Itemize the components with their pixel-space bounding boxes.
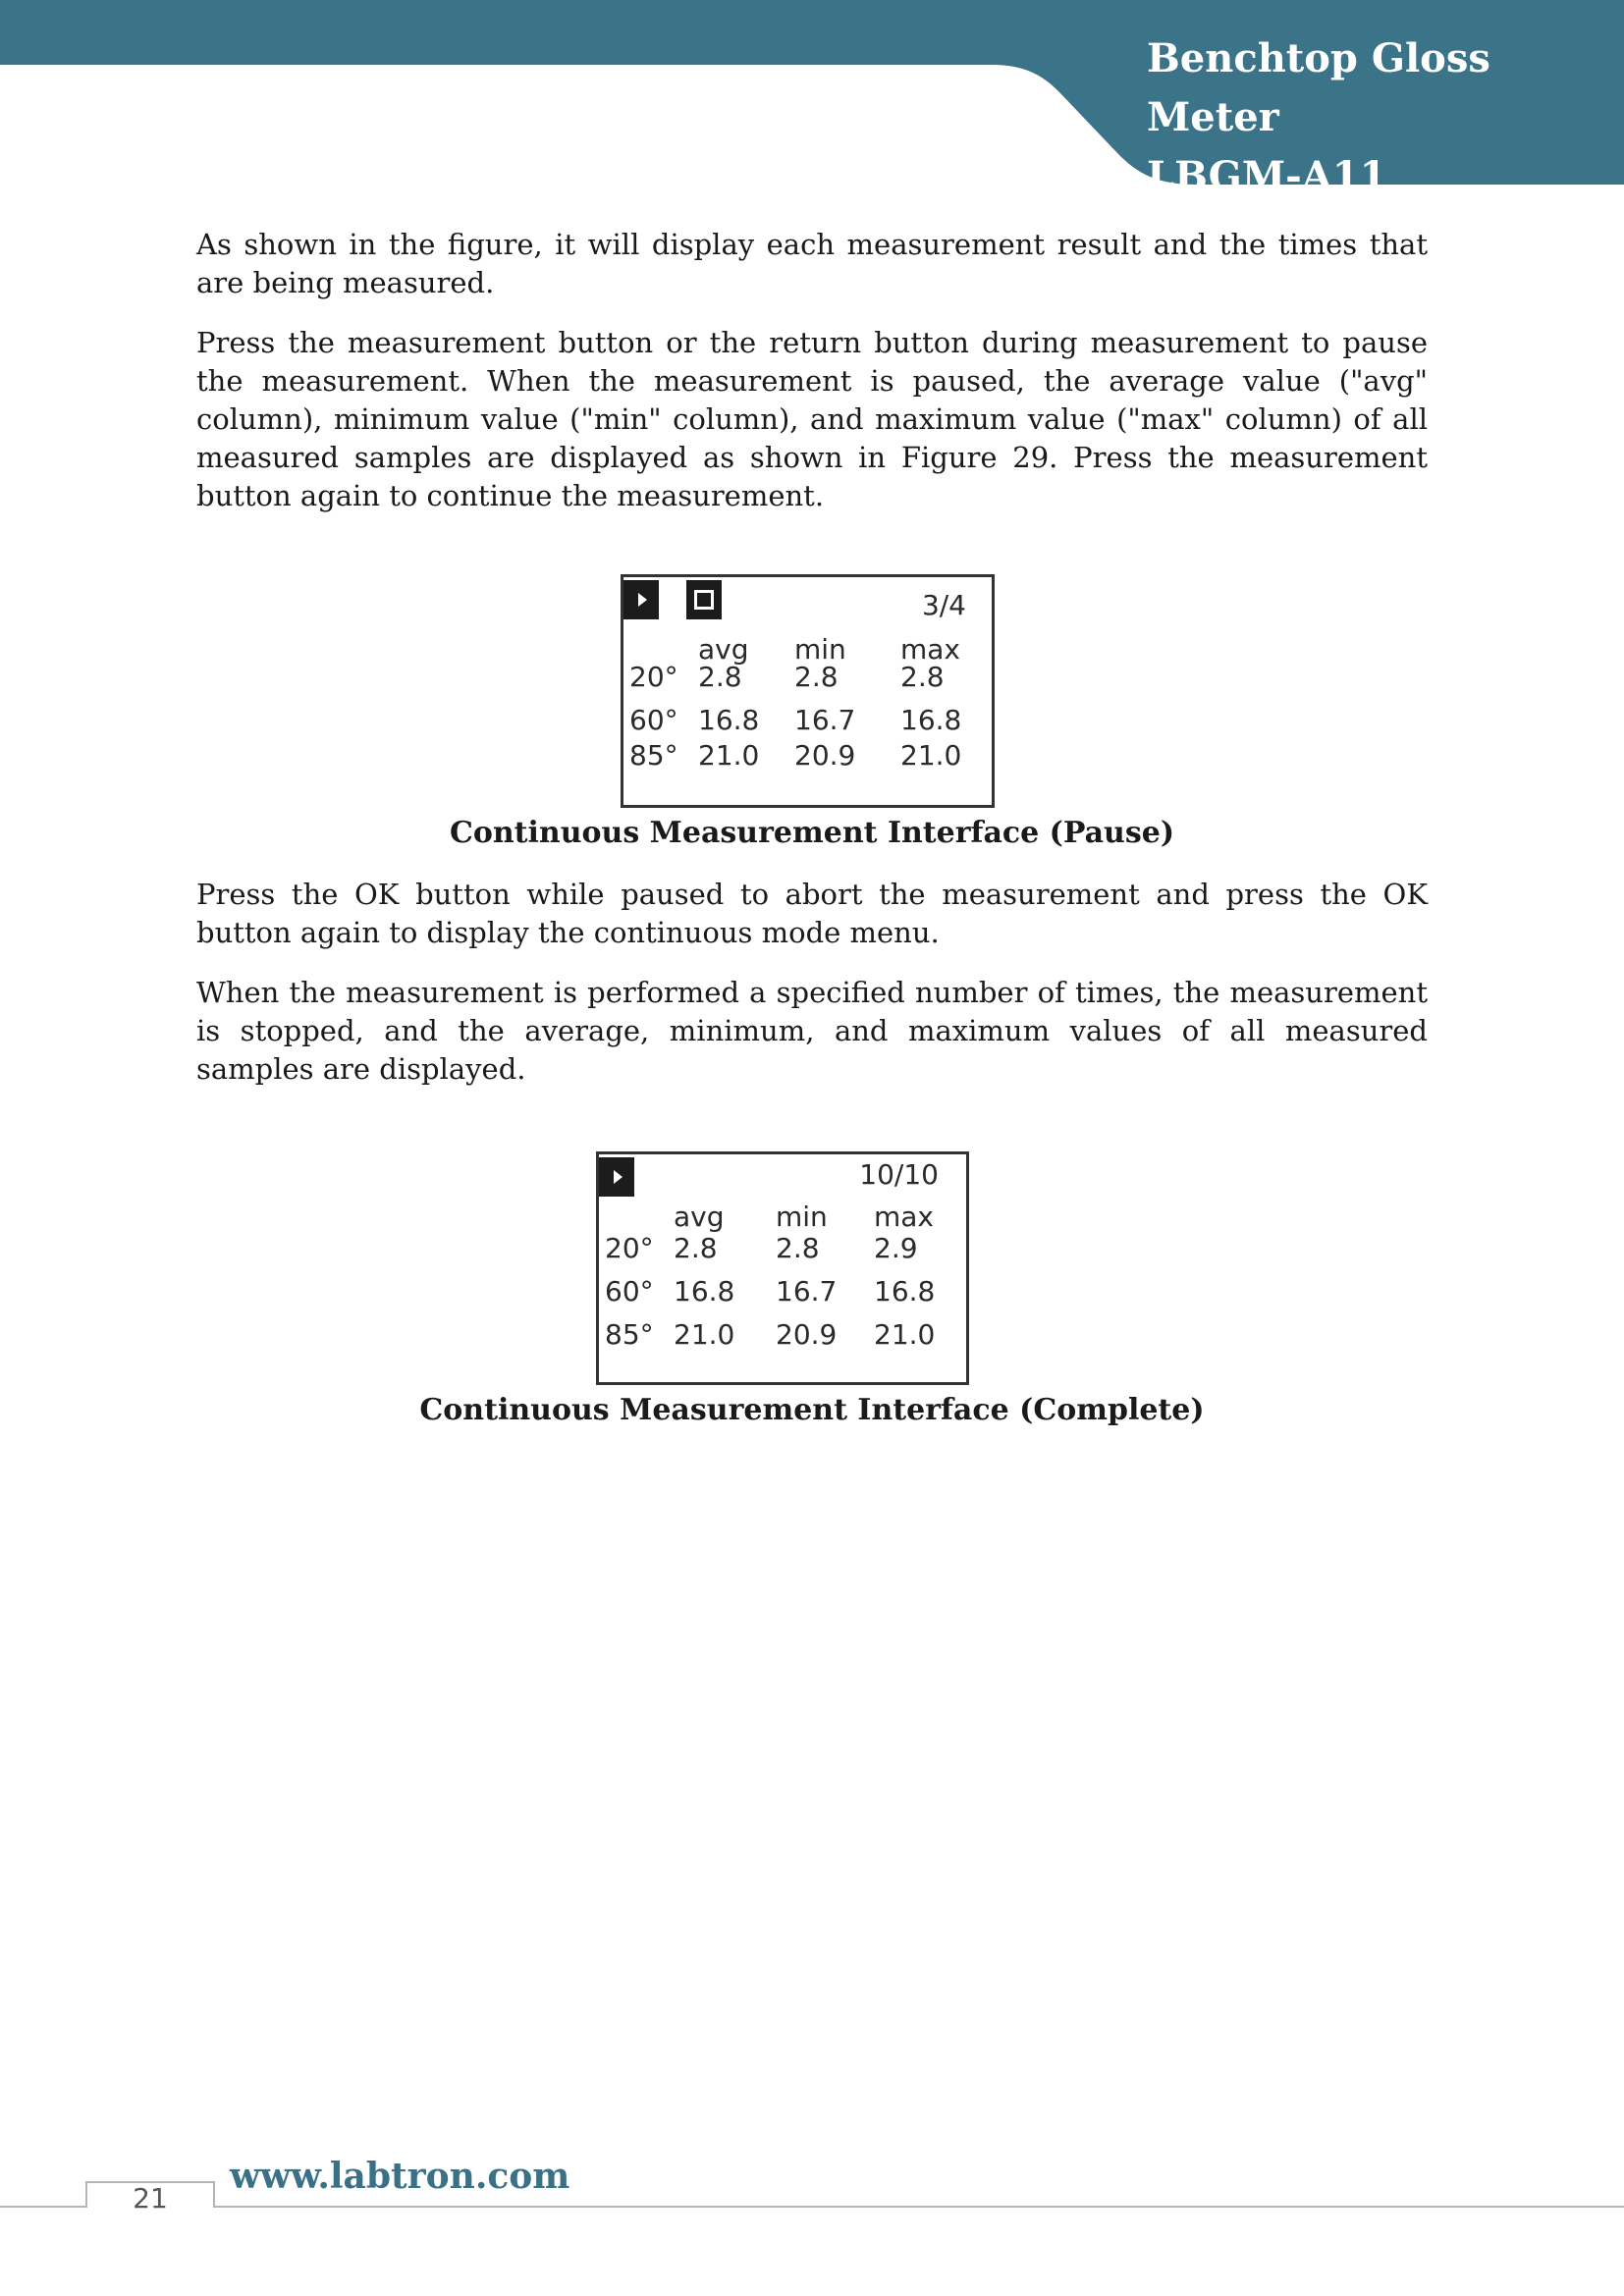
paragraph-display-results: As shown in the figure, it will display each measurement result and the times that are being measured. (196, 228, 1428, 299)
column-header-min: min (794, 633, 846, 666)
figure-complete (196, 1151, 1428, 1453)
lcd-screen-pause (621, 574, 995, 808)
column-header-avg: avg (698, 633, 749, 666)
main-content (196, 226, 1428, 1453)
row-max: 21.0 (874, 1318, 936, 1351)
row-avg: 16.8 (698, 704, 760, 736)
figure-caption-complete: Continuous Measurement Interface (Complete) (419, 1393, 1205, 1427)
row-min: 16.7 (776, 1275, 838, 1308)
play-icon (599, 1157, 634, 1197)
page-number: 21 (133, 2182, 168, 2215)
row-angle: 60° (629, 704, 678, 736)
row-angle: 60° (605, 1275, 654, 1308)
stop-icon (686, 580, 722, 619)
header-title-line1: Benchtop Gloss Meter (1147, 35, 1490, 140)
lcd-row (599, 1317, 966, 1353)
row-avg: 2.8 (698, 661, 742, 693)
measurement-counter: 10/10 (859, 1158, 939, 1191)
lcd-row (623, 660, 992, 695)
website-link[interactable]: www.labtron.com (230, 2156, 570, 2197)
row-angle: 20° (629, 661, 678, 693)
row-angle: 20° (605, 1232, 654, 1264)
row-min: 20.9 (776, 1318, 838, 1351)
column-header-avg: avg (674, 1201, 725, 1233)
row-angle: 85° (605, 1318, 654, 1351)
lcd-status-bar (599, 1154, 966, 1200)
column-header-max: max (900, 633, 961, 666)
row-max: 16.8 (874, 1275, 936, 1308)
lcd-row (623, 738, 992, 774)
lcd-screen-complete (596, 1151, 969, 1385)
row-min: 2.8 (776, 1232, 820, 1264)
lcd-header-spacer (605, 1200, 674, 1235)
play-icon (623, 580, 659, 619)
lcd-row (599, 1274, 966, 1309)
row-max: 2.8 (900, 661, 945, 693)
row-avg: 21.0 (698, 739, 760, 772)
figure-caption-pause: Continuous Measurement Interface (Pause) (449, 816, 1175, 850)
lcd-row (599, 1231, 966, 1266)
measurement-counter: 3/4 (921, 589, 966, 621)
row-min: 16.7 (794, 704, 856, 736)
row-max: 21.0 (900, 739, 962, 772)
paragraph-complete-measurement: When the measurement is performed a specified number of times, the measurement is stopped, and the average, minimum, and maximum values of all measured samples are displayed. (196, 976, 1428, 1086)
header-title-line2: LBGM-A11 (1147, 153, 1387, 199)
lcd-status-bar (623, 577, 992, 622)
row-angle: 85° (629, 739, 678, 772)
header-title (1147, 29, 1624, 206)
row-max: 16.8 (900, 704, 962, 736)
paragraph-pause-measurement: Press the measurement button or the return button during measurement to pause the measurement. When the measurement is paused, the average value ("avg" column), minimum value ("min" column), and maximum value ("max" column) of all measured samples are displayed as shown in Figure 29. Press the measurement button again to continue the measurement. (196, 326, 1428, 512)
row-min: 2.8 (794, 661, 839, 693)
paragraph-abort-measurement: Press the OK button while paused to abort the measurement and press the OK button again to display the continuous mode menu. (196, 878, 1428, 949)
row-avg: 21.0 (674, 1318, 735, 1351)
row-avg: 2.8 (674, 1232, 718, 1264)
row-min: 20.9 (794, 739, 856, 772)
column-header-max: max (874, 1201, 935, 1233)
row-max: 2.9 (874, 1232, 918, 1264)
figure-pause (196, 574, 1428, 876)
lcd-readings-table (599, 1200, 966, 1235)
column-header-min: min (776, 1201, 828, 1233)
lcd-row (623, 703, 992, 738)
row-avg: 16.8 (674, 1275, 735, 1308)
